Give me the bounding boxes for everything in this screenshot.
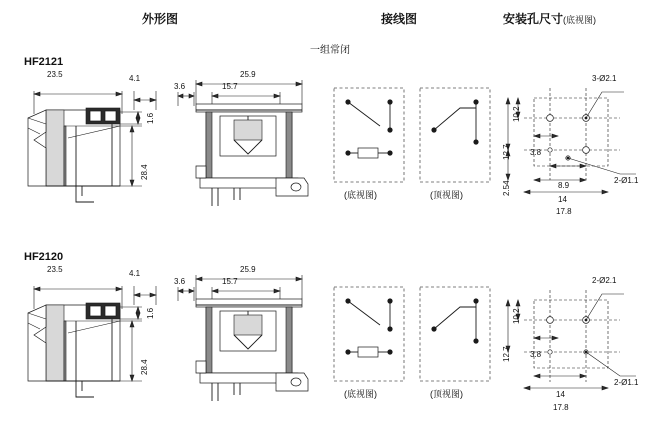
dim-row2-127: 12.7: [502, 346, 511, 362]
dim-row2-259: 25.9: [240, 265, 256, 274]
dim-row1-16: 1.6: [146, 112, 155, 124]
dim-row1-102: 10.2: [512, 106, 521, 122]
mounting-pattern-row2: [500, 272, 652, 422]
dim-row2-284: 28.4: [140, 359, 149, 375]
caption-row1-bottom-view: (底视图): [344, 190, 377, 200]
dim-row1-89: 8.9: [558, 181, 570, 190]
wiring-diagram-row1: [332, 86, 492, 186]
dim-row2-178: 17.8: [553, 403, 569, 412]
dim-row1-157: 15.7: [222, 82, 238, 91]
dim-row2-38: 3.8: [530, 350, 542, 359]
note-row2-2-d21: 2-Ø2.1: [592, 276, 617, 285]
dim-row1-284: 28.4: [140, 164, 149, 180]
note-row2-2-d11: 2-Ø1.1: [614, 378, 639, 387]
dim-row2-16: 1.6: [146, 307, 155, 319]
dim-row1-14: 14: [558, 195, 567, 204]
center-note: 一组常闭: [310, 45, 350, 56]
outline-side-view-row1: [16, 66, 166, 216]
dim-row2-36: 3.6: [174, 277, 186, 286]
dim-row1-36: 3.6: [174, 82, 186, 91]
dim-row1-254: 2.54: [502, 180, 511, 196]
wiring-diagram-row2: [332, 285, 492, 385]
part-label-row1: HF2121: [24, 56, 64, 68]
column-title-mounting: 安装孔尺寸(底视图): [503, 12, 597, 26]
caption-row2-top-view: (顶视图): [430, 389, 463, 399]
column-title-outline: 外形图: [142, 12, 179, 26]
dim-row1-259: 25.9: [240, 70, 256, 79]
note-row1-2-d11: 2-Ø1.1: [614, 176, 639, 185]
note-row1-3-d21: 3-Ø2.1: [592, 74, 617, 83]
outline-front-view-row1: [172, 66, 324, 216]
column-title-wiring: 接线图: [381, 12, 418, 26]
mounting-pattern-row1: [500, 70, 652, 220]
dim-row2-157: 15.7: [222, 277, 238, 286]
outline-front-view-row2: [172, 261, 324, 411]
dim-row1-38: 3.8: [530, 148, 542, 157]
dim-row1-235: 23.5: [47, 70, 63, 79]
caption-row2-bottom-view: (底视图): [344, 389, 377, 399]
dim-row1-41: 4.1: [129, 74, 141, 83]
dim-row2-235: 23.5: [47, 265, 63, 274]
dim-row2-14: 14: [556, 390, 565, 399]
outline-side-view-row2: [16, 261, 166, 411]
part-label-row2: HF2120: [24, 251, 64, 263]
dim-row2-102: 10.2: [512, 308, 521, 324]
dim-row1-178: 17.8: [556, 207, 572, 216]
dim-row1-127: 12.7: [502, 144, 511, 160]
dim-row2-41: 4.1: [129, 269, 141, 278]
caption-row1-top-view: (顶视图): [430, 190, 463, 200]
